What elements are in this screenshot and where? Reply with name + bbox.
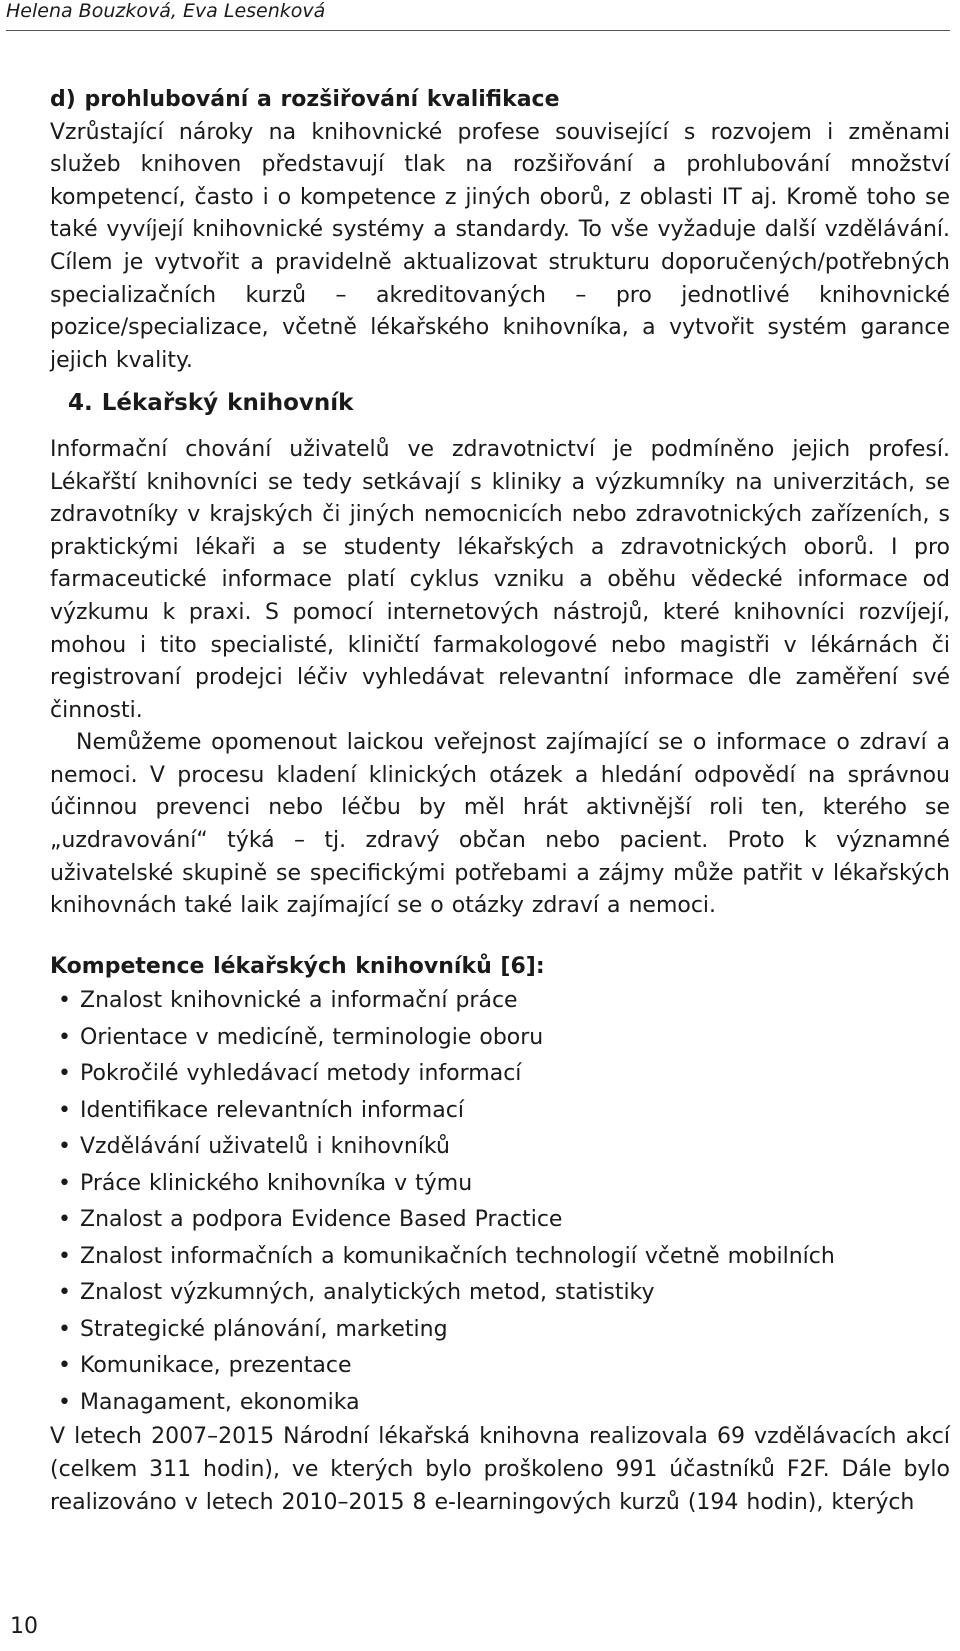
list-item: • Identifikace relevantních informací <box>50 1093 950 1130</box>
closing-paragraph: V letech 2007–2015 Národní lékařská knihovna realizovala 69 vzdělávacích akcí (celkem 311 hodin), ve kterých bylo proškoleno 991 účastníků F2F. Dále bylo realizováno v letech 2010–2015 8 e-learningových kurzů (194 hodin), kterých <box>50 1424 950 1515</box>
list-item: • Znalost knihovnické a informační práce <box>50 983 950 1020</box>
competences-title: Kompetence lékařských knihovníků [6]: <box>50 953 545 979</box>
list-item: • Vzdělávání uživatelů i knihovníků <box>50 1129 950 1166</box>
list-item: • Orientace v medicíně, terminologie oboru <box>50 1020 950 1057</box>
list-item: • Znalost výzkumných, analytických metod, statistiky <box>50 1275 950 1312</box>
header-authors: Helena Bouzková, Eva Lesenková <box>6 0 326 22</box>
list-item: • Práce klinického knihovníka v týmu <box>50 1166 950 1203</box>
section-4-paragraph-1: Informační chování uživatelů ve zdravotnictví je podmíněno jejich profesí. Lékařští knihovníci se tedy setkávají s kliniky a výzkumníky na univerzitách, se zdravotníky v krajských či jiných nemocnicích nebo zdravotnických zařízeních, s praktickými lékaři a se studenty lékařských a zdravotnických oborů. I pro farmaceutické informace platí cyklus vzniku a oběhu vědecké informace od výzkumu k praxi. S pomocí internetových nástrojů, které knihovníci rozvíjejí, mohou i tito specialisté, kliničtí farmakologové nebo magistři v lékárnách či registrovaní prodejci léčiv vyhledávat relevantní informace dle zaměření své činnosti. <box>50 436 950 723</box>
spacer <box>50 923 950 951</box>
section-4-paragraph-2: Nemůžeme opomenout laickou veřejnost zajímající se o informace o zdraví a nemoci. V procesu kladení klinických otázek a hledání odpovědí na správnou účinnou prevenci nebo léčbu by měl hrát aktivnější roli ten, kterého se „uzdravování“ týká – tj. zdravý občan nebo pacient. Proto k významné uživatelské skupině se specifickými potřebami a zájmy může patřit v lékařských knihovnách také laik zajímající se o otázky zdraví a nemoci. <box>50 730 950 919</box>
competences-list <box>50 983 950 1421</box>
section-d-paragraph: Vzrůstající nároky na knihovnické profese související s rozvojem i změnami služeb knihoven představují tlak na rozšiřování a prohlubování množství kompetencí, často i o kompetence z jiných oborů, z oblasti IT aj. Kromě toho se také vyvíjejí knihovnické systémy a standardy. To vše vyžaduje další vzdělávání. Cílem je vytvořit a pravidelně aktualizovat strukturu doporučených/potřebných specializačních kurzů – akreditovaných – pro jednotlivé knihovnické pozice/specializace, včetně lékařského knihovníka, a vytvořit systém garance jejich kvality. <box>50 119 950 373</box>
list-item: • Strategické plánování, marketing <box>50 1312 950 1349</box>
running-header <box>6 0 950 31</box>
list-item: • Managament, ekonomika <box>50 1385 950 1422</box>
list-item: • Komunikace, prezentace <box>50 1348 950 1385</box>
page-number: 10 <box>10 1614 38 1639</box>
list-item: • Znalost informačních a komunikačních technologií včetně mobilních <box>50 1239 950 1276</box>
page-content <box>50 84 950 1519</box>
section-4-heading: 4. Lékařský knihovník <box>68 390 354 417</box>
list-item: • Pokročilé vyhledávací metody informací <box>50 1056 950 1093</box>
section-d-title: d) prohlubování a rozšiřování kvalifikace <box>50 87 560 112</box>
list-item: • Znalost a podpora Evidence Based Practice <box>50 1202 950 1239</box>
